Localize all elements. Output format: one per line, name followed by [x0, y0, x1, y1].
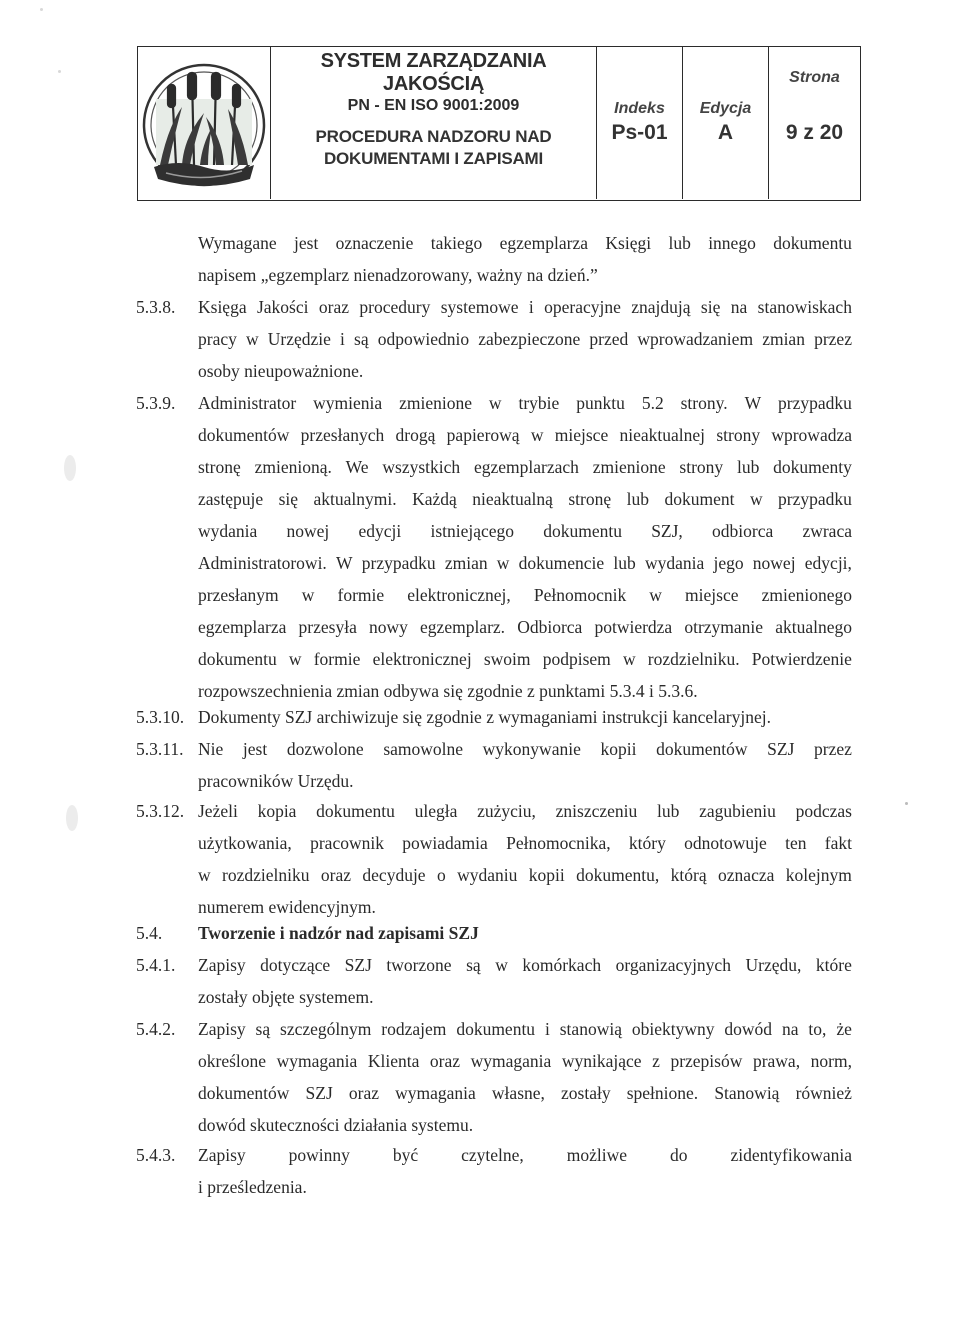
section-number: 5.4.3.	[136, 1145, 176, 1165]
section-number: 5.3.8.	[136, 297, 176, 317]
standard-code: PN - EN ISO 9001:2009	[347, 97, 520, 114]
body-text-line: Zapisy są szczególnym rodzajem dokumentu i stanowią obiektywny dowód na to, że	[198, 1019, 852, 1039]
body-text-line: Dokumenty SZJ archiwizuje się zgodnie z wymaganiami instrukcji kancelaryjnej.	[198, 707, 771, 727]
section-heading: Tworzenie i nadzór nad zapisami SZJ	[198, 923, 479, 943]
section-number: 5.4.1.	[136, 955, 176, 975]
body-text-line: i prześledzenia.	[198, 1177, 307, 1197]
page-cell	[769, 47, 860, 199]
body-text-line: Księga Jakości oraz procedury systemowe i operacyjne znajdują się na stanowiskach	[198, 297, 852, 317]
body-text-line: przesłanym w formie elektronicznej, Pełnomocnik w miejsce zmienionego	[198, 585, 852, 605]
body-text-line: dokumentów SZJ oraz wymagania własne, zostały spełnione. Stanowią również	[198, 1083, 852, 1103]
body-text-line: określone wymagania Klienta oraz wymagania wynikające z przepisów prawa, norm,	[198, 1051, 852, 1071]
body-text-line: wydania nowej edycji istniejącego dokumentu SZJ, odbiorca zwraca	[198, 521, 852, 541]
body-text-line: Wymagane jest oznaczenie takiego egzemplarza Księgi lub innego dokumentu	[198, 233, 852, 253]
body-text-line: osoby nieupoważnione.	[198, 361, 364, 381]
body-text-line: dokumentów przesłanych drogą papierową w miejsce nieaktualnej strony wprowadza	[198, 425, 852, 445]
page-label: Strona	[789, 69, 840, 86]
section-number: 5.3.9.	[136, 393, 176, 413]
scan-mark	[66, 805, 78, 831]
body-text-line: zostały objęte systemem.	[198, 987, 374, 1007]
body-text-line: w rozdzielniku oraz decyduje o wydaniu kopii dokumentu, którą oznacza kolejnym	[198, 865, 852, 885]
scan-mark	[40, 8, 43, 11]
body-text-line: dowód skuteczności działania systemu.	[198, 1115, 474, 1135]
edition-value: A	[717, 121, 734, 144]
body-text-line: numerem ewidencyjnym.	[198, 897, 376, 917]
body-text-line: Nie jest dozwolone samowolne wykonywanie kopii dokumentów SZJ przez	[198, 739, 852, 759]
procedure-title-block	[271, 97, 596, 199]
scan-mark	[905, 802, 908, 805]
edition-label: Edycja	[699, 100, 752, 117]
body-text-line: Administratorowi. W przypadku zmian w dokumencie lub wydania jego nowej edycji,	[198, 553, 852, 573]
body-text-line: Administrator wymienia zmienione w trybie punktu 5.2 strony. W przypadku	[198, 393, 852, 413]
index-value: Ps-01	[611, 121, 668, 144]
section-number: 5.4.	[136, 923, 163, 943]
section-number: 5.3.10.	[136, 707, 185, 727]
scan-mark	[64, 455, 76, 481]
body-text-line: rozpowszechnienia zmian odbywa się zgodnie z punktami 5.3.4 i 5.3.6.	[198, 681, 698, 701]
section-number: 5.3.11.	[136, 739, 184, 759]
index-label: Indeks	[614, 100, 665, 117]
title-cell	[271, 47, 597, 199]
procedure-title-line1: PROCEDURA NADZORU NAD	[315, 127, 552, 146]
scan-mark	[58, 70, 61, 73]
body-text-line: pracowników Urzędu.	[198, 771, 354, 791]
body-text-line: egzemplarza przesyła nowy egzemplarz. Odbiorca potwierdza otrzymanie aktualnego	[198, 617, 852, 637]
system-title: SYSTEM ZARZĄDZANIA JAKOŚCIĄ	[320, 50, 547, 95]
cattail-emblem-icon	[138, 47, 271, 199]
body-text-line: pracy w Urzędzie i są odpowiednio zabezpieczone przed wprowadzaniem zmian przez	[198, 329, 852, 349]
edition-cell	[683, 47, 769, 199]
body-text-line: dokumentu w formie elektronicznej swoim podpisem w rozdzielniku. Potwierdzenie	[198, 649, 852, 669]
index-cell	[597, 47, 683, 199]
document-header	[137, 46, 861, 201]
section-number: 5.3.12.	[136, 801, 185, 821]
body-text-line: napisem „egzemplarz nienadzorowany, ważny na dzień.”	[198, 265, 598, 285]
section-number: 5.4.2.	[136, 1019, 176, 1039]
logo-cell	[138, 47, 271, 199]
body-text-line: Zapisy dotyczące SZJ tworzone są w komórkach organizacyjnych Urzędu, które	[198, 955, 852, 975]
system-title-block	[271, 47, 596, 114]
body-text-line: zastępuje się aktualnymi. Każdą nieaktualną stronę lub dokument w przypadku	[198, 489, 852, 509]
body-text-line: Zapisy powinny być czytelne, możliwe do zidentyfikowania	[198, 1145, 852, 1165]
body-text-line: użytkowania, pracownik powiadamia Pełnomocnika, który odnotowuje ten fakt	[198, 833, 852, 853]
procedure-title-line2: DOKUMENTAMI I ZAPISAMI	[323, 149, 544, 168]
body-text-line: Jeżeli kopia dokumentu uległa zużyciu, zniszczeniu lub zagubieniu podczas	[198, 801, 852, 821]
body-text-line: stronę zmienioną. We wszystkich egzemplarzach zmienione strony lub dokumenty	[198, 457, 852, 477]
page-number: 9 z 20	[785, 121, 844, 144]
